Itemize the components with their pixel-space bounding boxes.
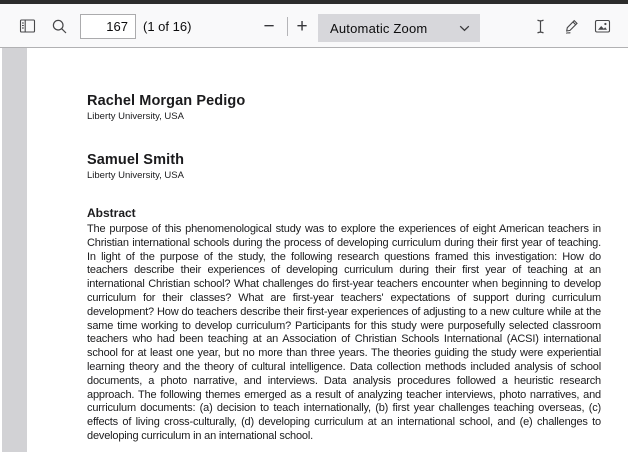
search-icon [51,18,68,35]
zoom-out-button[interactable] [256,13,282,39]
pdf-page [27,48,628,452]
text-selection-tool-button[interactable] [527,13,553,39]
minus-icon: − [263,15,275,37]
image-icon [594,18,611,34]
pencil-icon [563,18,580,35]
author-name: Rachel Morgan Pedigo [87,93,246,109]
zoom-in-button[interactable] [289,13,315,39]
abstract-paragraph: The purpose of this phenomenological study was to explore the experiences of eight American teachers in Christian international schools during the process of developing curriculum during their first year of teaching. In light of the purpose of the study, the following research questions framed this investigation: How do teachers describe their experiences of developing curriculum during their first year of teaching at an international Christian school? What challenges do first-year teachers encounter when beginning to develop curriculum for their classes? What are first-year teachers' expectations of support during curriculum development? How do teachers describe their first-year experiences of adjusting to a new culture while at the same time working to develop curriculum? Participants for this study were purposefully selected classroom teachers who had been teaching at an Association of Christian Schools International (ACSI) international school for at least one year, but no more than three years. The theories guiding the study were experiential learning theory and the theory of cultural intelligence. Data collection methods included analysis of school documents, a photo narrative, and interviews. Data analysis procedures followed a heuristic research approach. The following themes emerged as a result of analyzing teacher interviews, photo narratives, and curriculum documents: (a) decision to teach internationally, (b) first year challenges teaching overseas, (c) effects of living cross-culturally, (d) developing curriculum at an international school, and (e) challenges to developing curriculum in an international school. [87,223,601,442]
author-block [87,152,601,181]
pdf-toolbar [0,4,628,48]
viewer-background-gutter [2,48,27,452]
author-affiliation: Liberty University, USA [87,111,184,122]
page-count-label: (1 of 16) [143,18,192,34]
i-beam-cursor-icon [533,18,548,35]
plus-icon: + [296,15,308,37]
author-block [87,93,601,122]
image-tool-button[interactable] [589,13,615,39]
page-number-input[interactable] [80,14,136,39]
author-affiliation: Liberty University, USA [87,170,184,181]
sidebar-toggle-button[interactable] [14,13,40,39]
sidebar-toggle-icon [19,18,36,34]
find-button[interactable] [46,13,72,39]
zoom-level-select[interactable] [318,14,480,42]
abstract-heading: Abstract [87,206,136,220]
zoom-level-value: Automatic Zoom [330,20,428,36]
viewer-content [0,48,628,452]
chevron-down-icon [459,25,470,32]
toolbar-separator [287,17,288,36]
author-name: Samuel Smith [87,152,185,168]
draw-tool-button[interactable] [558,13,584,39]
